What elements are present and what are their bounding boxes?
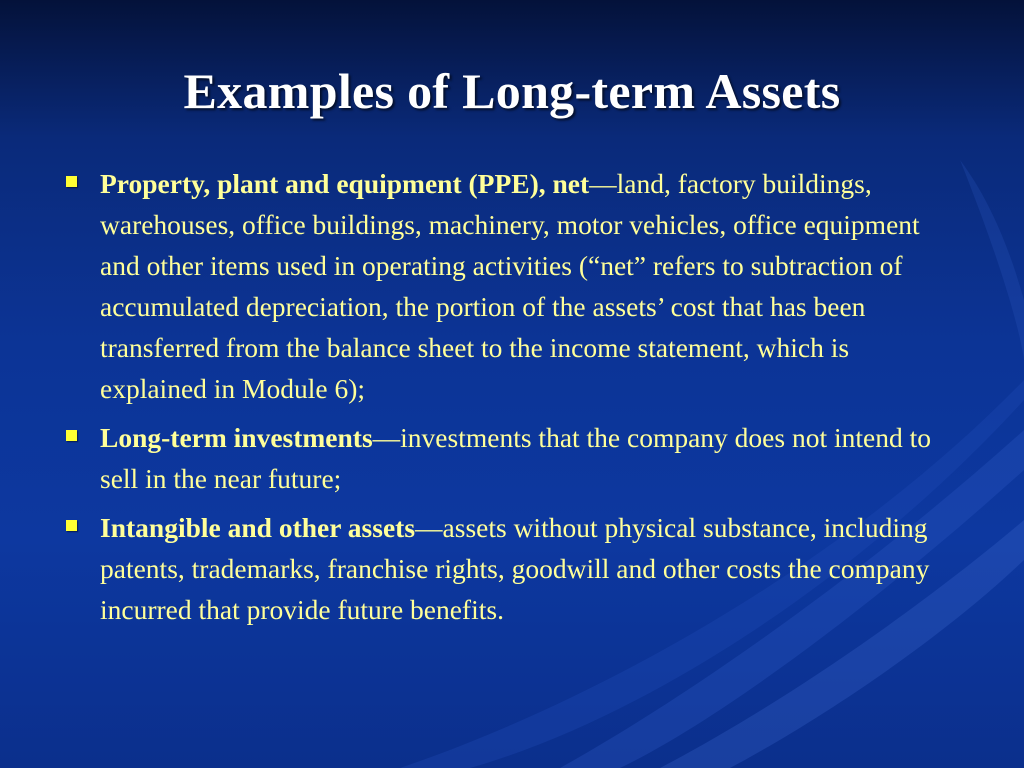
square-bullet-icon (66, 520, 77, 531)
list-item-long-term-investments (62, 417, 962, 499)
bullet-list (62, 163, 962, 638)
item-term: Intangible and other assets (100, 512, 416, 543)
list-item-intangible-assets (62, 507, 962, 630)
item-description: —land, factory buildings, warehouses, office buildings, machinery, motor vehicles, office equipment and other items used in operating activities (“net” refers to subtraction of accumulated depreciation, the portion of the assets’ cost that has been transferred from the balance sheet to the income statement, which is explained in Module 6); (100, 168, 920, 404)
square-bullet-icon (66, 176, 77, 187)
list-item-ppe (62, 163, 962, 409)
item-term: Long-term investments (100, 422, 373, 453)
slide-title: Examples of Long-term Assets (183, 63, 841, 119)
item-description: —investments that the company does not intend to sell in the near future; (100, 422, 931, 494)
square-bullet-icon (66, 430, 77, 441)
item-description: —assets without physical substance, including patents, trademarks, franchise rights, goodwill and other costs the company incurred that provide future benefits. (100, 512, 930, 625)
item-term: Property, plant and equipment (PPE), net (100, 168, 590, 199)
